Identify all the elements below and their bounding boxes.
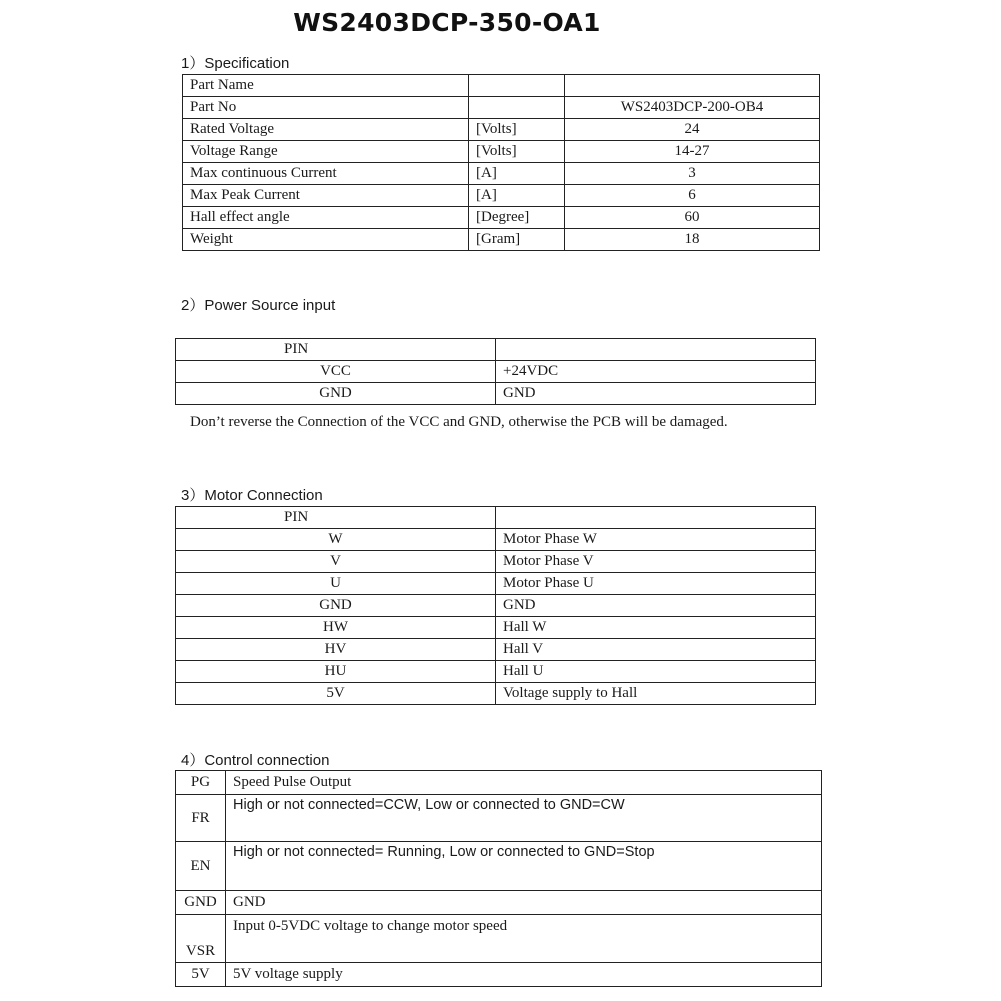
pin-name: 5V [176, 683, 496, 705]
table-row [176, 339, 816, 361]
motor-connection-heading: 3）Motor Connection [181, 487, 323, 504]
spec-unit [469, 97, 565, 119]
pin-description: Motor Phase W [496, 529, 816, 551]
power-source-heading: 2）Power Source input [181, 297, 336, 314]
pin-description: GND [226, 891, 822, 915]
control-connection-heading: 4）Control connection [181, 752, 330, 769]
table-row [176, 661, 816, 683]
spec-label: Max Peak Current [183, 185, 469, 207]
spec-value: 3 [565, 163, 820, 185]
table-row [176, 529, 816, 551]
table-row [176, 383, 816, 405]
pin-name: HV [176, 639, 496, 661]
table-row [176, 683, 816, 705]
spec-value: 18 [565, 229, 820, 251]
pin-description: Hall W [496, 617, 816, 639]
power-warning-note: Don’t reverse the Connection of the VCC and GND, otherwise the PCB will be damaged. [190, 414, 728, 430]
pin-header: PIN [176, 507, 496, 529]
spec-label: Rated Voltage [183, 119, 469, 141]
table-row [176, 891, 822, 915]
spec-unit: [A] [469, 185, 565, 207]
pin-name: VSR [176, 915, 226, 963]
spec-label: Part No [183, 97, 469, 119]
pin-description: 5V voltage supply [226, 963, 822, 987]
spec-label: Max continuous Current [183, 163, 469, 185]
table-row [176, 639, 816, 661]
pin-name: 5V [176, 963, 226, 987]
spec-value: 24 [565, 119, 820, 141]
spec-value [565, 75, 820, 97]
pin-name: U [176, 573, 496, 595]
table-row [183, 75, 820, 97]
spec-unit: [Volts] [469, 119, 565, 141]
table-row [183, 229, 820, 251]
table-row [176, 963, 822, 987]
pin-name: HW [176, 617, 496, 639]
pin-description [496, 507, 816, 529]
table-row [183, 119, 820, 141]
pin-name: EN [176, 842, 226, 891]
power-source-table [175, 338, 816, 405]
table-row [183, 185, 820, 207]
table-row [176, 842, 822, 891]
spec-unit: [Degree] [469, 207, 565, 229]
pin-description: High or not connected= Running, Low or connected to GND=Stop [226, 842, 822, 891]
specification-heading: 1）Specification [181, 55, 290, 72]
pin-name: V [176, 551, 496, 573]
pin-name: GND [176, 595, 496, 617]
pin-description: Input 0-5VDC voltage to change motor speed [226, 915, 822, 963]
spec-value: WS2403DCP-200-OB4 [565, 97, 820, 119]
pin-description [496, 339, 816, 361]
spec-unit: [Gram] [469, 229, 565, 251]
pin-description: +24VDC [496, 361, 816, 383]
table-row [176, 507, 816, 529]
spec-label: Hall effect angle [183, 207, 469, 229]
pin-name: GND [176, 383, 496, 405]
pin-name: W [176, 529, 496, 551]
pin-header: PIN [176, 339, 496, 361]
spec-unit: [Volts] [469, 141, 565, 163]
pin-description: Hall V [496, 639, 816, 661]
table-row [176, 771, 822, 795]
control-connection-table [175, 770, 822, 987]
spec-value: 6 [565, 185, 820, 207]
spec-value: 14-27 [565, 141, 820, 163]
motor-connection-table [175, 506, 816, 705]
pin-name: HU [176, 661, 496, 683]
pin-name: FR [176, 795, 226, 842]
pin-description: Speed Pulse Output [226, 771, 822, 795]
pin-name: VCC [176, 361, 496, 383]
table-row [176, 595, 816, 617]
table-row [176, 361, 816, 383]
table-row [176, 617, 816, 639]
spec-unit: [A] [469, 163, 565, 185]
pin-description: Hall U [496, 661, 816, 683]
table-row [176, 551, 816, 573]
pin-name: GND [176, 891, 226, 915]
spec-label: Voltage Range [183, 141, 469, 163]
table-row [176, 795, 822, 842]
table-row [183, 97, 820, 119]
table-row [183, 207, 820, 229]
table-row [176, 915, 822, 963]
spec-label: Part Name [183, 75, 469, 97]
specification-table [182, 74, 820, 251]
pin-description: Motor Phase U [496, 573, 816, 595]
document-title: WS2403DCP-350-OA1 [293, 8, 601, 37]
pin-description: Voltage supply to Hall [496, 683, 816, 705]
pin-description: Motor Phase V [496, 551, 816, 573]
pin-description: High or not connected=CCW, Low or connected to GND=CW [226, 795, 822, 842]
spec-value: 60 [565, 207, 820, 229]
table-row [183, 163, 820, 185]
table-row [183, 141, 820, 163]
pin-description: GND [496, 595, 816, 617]
pin-description: GND [496, 383, 816, 405]
spec-unit [469, 75, 565, 97]
pin-name: PG [176, 771, 226, 795]
spec-label: Weight [183, 229, 469, 251]
table-row [176, 573, 816, 595]
